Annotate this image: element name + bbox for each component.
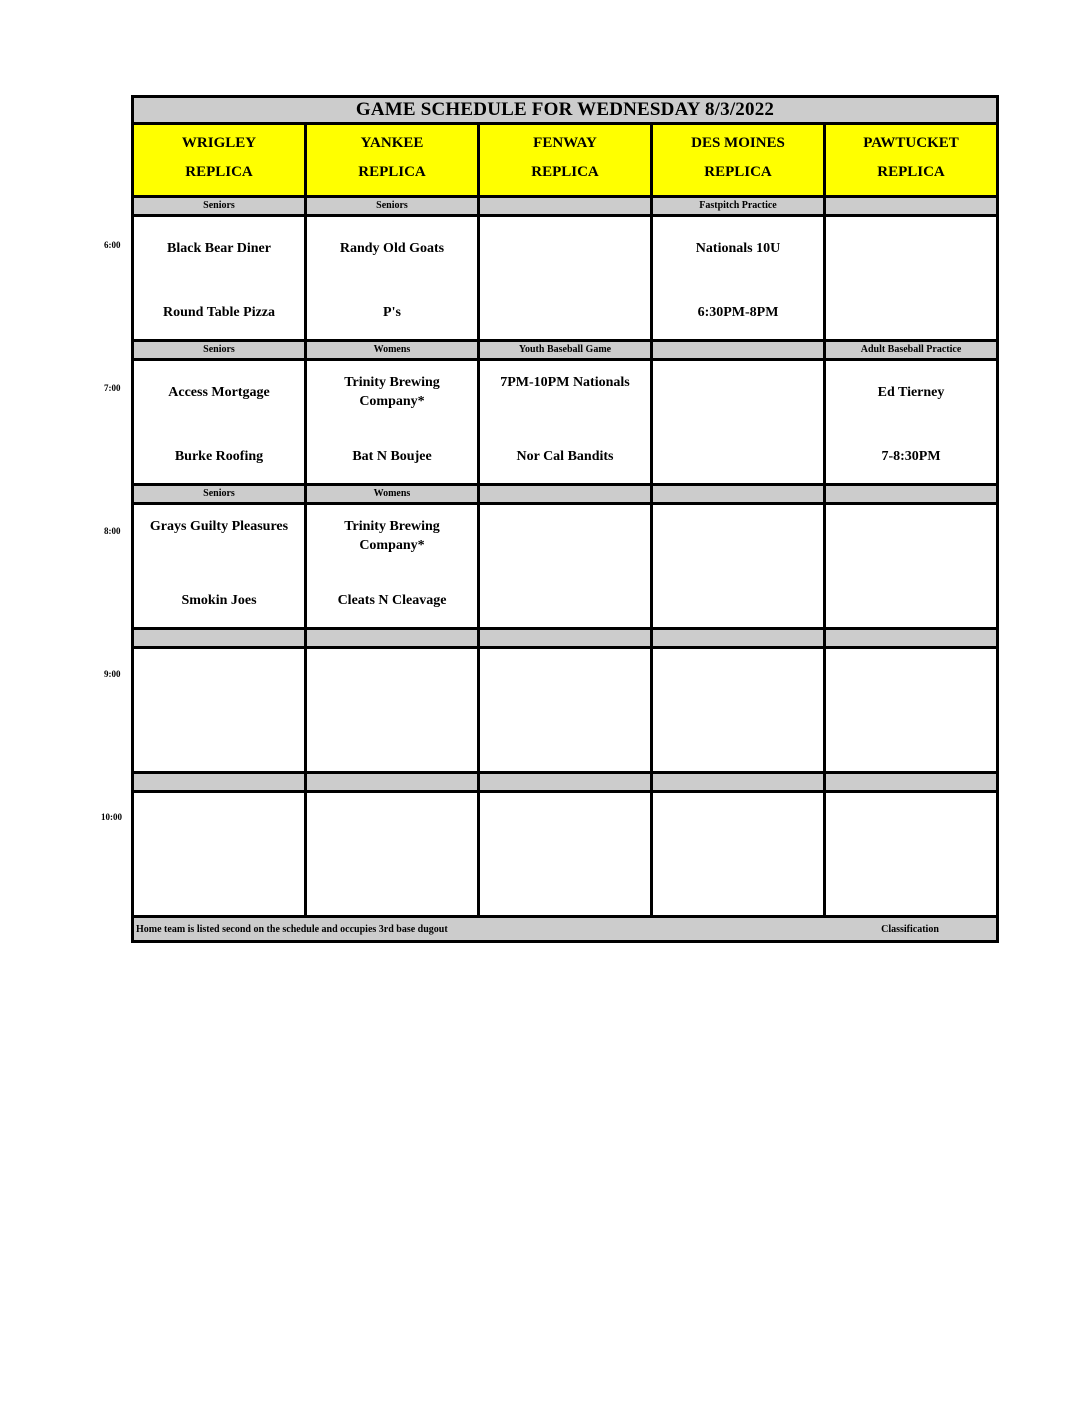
home-team: P's: [383, 305, 401, 320]
game-cell: [304, 505, 477, 627]
home-team: Cleats N Cleavage: [337, 593, 447, 608]
division-label: [477, 486, 650, 502]
field-name: FENWAY: [533, 135, 597, 151]
away-team: Trinity Brewing Company*: [344, 375, 440, 409]
division-label: [823, 630, 996, 646]
away-team: Ed Tierney: [877, 385, 945, 400]
away-team: Trinity Brewing Company*: [344, 519, 440, 553]
game-cell: [304, 217, 477, 339]
division-label: [477, 198, 650, 214]
away-team: Black Bear Diner: [167, 241, 271, 256]
division-label: Womens: [304, 342, 477, 358]
division-label: Youth Baseball Game: [477, 342, 650, 358]
division-label: [650, 342, 823, 358]
time-label: 7:00: [104, 383, 121, 393]
division-label-row: [131, 774, 999, 793]
field-header-pawtucket: [823, 125, 996, 195]
game-cell: [823, 649, 996, 771]
time-slots: [131, 198, 999, 918]
home-team: Smokin Joes: [181, 593, 257, 608]
division-label: Seniors: [134, 198, 304, 214]
away-team: Randy Old Goats: [339, 241, 445, 256]
home-team: Nor Cal Bandits: [516, 449, 614, 464]
field-header-yankee: [304, 125, 477, 195]
field-sub: REPLICA: [531, 164, 599, 180]
time-label: 6:00: [104, 240, 121, 250]
field-sub: REPLICA: [877, 164, 945, 180]
time-label: 10:00: [101, 812, 122, 822]
division-label: [304, 630, 477, 646]
game-cell: [304, 793, 477, 915]
field-header-row: [131, 122, 999, 198]
game-cell: [650, 793, 823, 915]
game-cell: [823, 361, 996, 483]
division-label: [134, 774, 304, 790]
game-cell: [134, 649, 304, 771]
game-cell: [650, 505, 823, 627]
away-team: Grays Guilty Pleasures: [149, 519, 289, 534]
game-cell: [134, 793, 304, 915]
time-slot-block: [131, 774, 999, 918]
game-cell: [650, 217, 823, 339]
field-name: WRIGLEY: [181, 135, 257, 151]
game-cell: [477, 793, 650, 915]
field-header-fenway: [477, 125, 650, 195]
schedule-footer: [131, 918, 999, 943]
division-label-row: [131, 630, 999, 649]
division-label: Adult Baseball Practice: [823, 342, 996, 358]
home-team: Bat N Boujee: [352, 449, 432, 464]
division-label: [477, 774, 650, 790]
game-row: [131, 505, 999, 630]
home-team: Burke Roofing: [174, 449, 264, 464]
division-label: Fastpitch Practice: [650, 198, 823, 214]
game-cell: [650, 649, 823, 771]
schedule-table: [131, 95, 999, 943]
division-label: [477, 630, 650, 646]
game-cell: [477, 505, 650, 627]
division-label: [650, 630, 823, 646]
division-label: Seniors: [134, 342, 304, 358]
game-row: [131, 793, 999, 918]
time-label: 8:00: [104, 526, 121, 536]
field-name: PAWTUCKET: [863, 135, 959, 151]
field-sub: REPLICA: [358, 164, 426, 180]
game-cell: [823, 505, 996, 627]
field-header-des-moines: [650, 125, 823, 195]
game-cell: [134, 361, 304, 483]
game-cell: [823, 217, 996, 339]
division-label: Seniors: [304, 198, 477, 214]
away-team: 7PM-10PM Nationals: [500, 375, 630, 390]
away-team: Access Mortgage: [168, 385, 270, 400]
schedule-title: GAME SCHEDULE FOR WEDNESDAY 8/3/2022: [131, 95, 999, 122]
division-label: [823, 198, 996, 214]
division-label: [134, 630, 304, 646]
division-label: [650, 774, 823, 790]
field-header-wrigley: [134, 125, 304, 195]
division-label: Womens: [304, 486, 477, 502]
away-team: Nationals 10U: [695, 241, 781, 256]
division-label: [823, 774, 996, 790]
division-label: [650, 486, 823, 502]
game-cell: [304, 361, 477, 483]
game-cell: [650, 361, 823, 483]
game-row: [131, 217, 999, 342]
time-label: 9:00: [104, 669, 121, 679]
game-cell: [477, 649, 650, 771]
time-slot-block: [131, 342, 999, 486]
division-label: Seniors: [134, 486, 304, 502]
game-cell: [134, 217, 304, 339]
home-team: 7-8:30PM: [881, 449, 941, 464]
division-label: [823, 486, 996, 502]
game-row: [131, 649, 999, 774]
game-cell: [304, 649, 477, 771]
home-team-note: Home team is listed second on the schedule and occupies 3rd base dugout: [136, 923, 448, 935]
classification-label: Classification: [881, 923, 939, 935]
division-label: [304, 774, 477, 790]
field-sub: REPLICA: [185, 164, 253, 180]
game-cell: [477, 361, 650, 483]
time-slot-block: [131, 486, 999, 630]
time-slot-block: [131, 198, 999, 342]
home-team: Round Table Pizza: [162, 305, 276, 320]
game-cell: [477, 217, 650, 339]
time-slot-block: [131, 630, 999, 774]
field-name: YANKEE: [360, 135, 424, 151]
field-sub: REPLICA: [704, 164, 772, 180]
division-label-row: [131, 342, 999, 361]
field-name: DES MOINES: [691, 135, 785, 151]
game-cell: [134, 505, 304, 627]
home-team: 6:30PM-8PM: [697, 305, 779, 320]
game-cell: [823, 793, 996, 915]
game-row: [131, 361, 999, 486]
division-label-row: [131, 486, 999, 505]
division-label-row: [131, 198, 999, 217]
